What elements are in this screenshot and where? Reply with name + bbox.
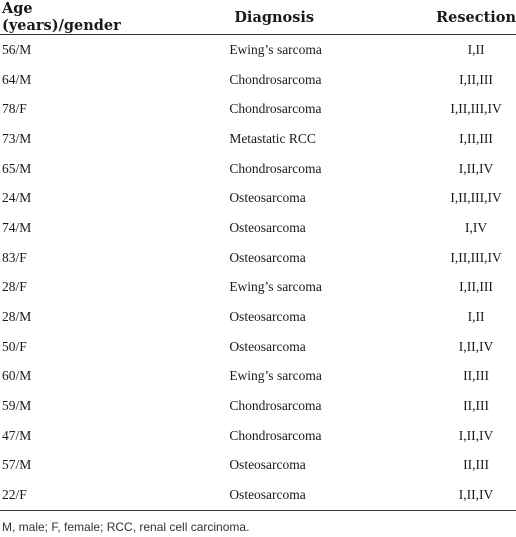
cell-diagnosis: Osteosarcoma	[229, 338, 306, 354]
cell-age-gender: 59/M	[2, 398, 32, 414]
cell-resection: I,II,IV	[382, 480, 516, 510]
cell-age-gender: 65/M	[2, 160, 32, 176]
cell-age-gender: 78/F	[2, 101, 27, 117]
table-row	[0, 332, 516, 362]
cell-age-gender: 22/F	[0, 480, 138, 510]
cell-diagnosis: Chondrosarcoma	[229, 160, 322, 176]
cell-diagnosis: Osteosarcoma	[229, 249, 306, 265]
cell-age-gender: 57/M	[2, 457, 32, 473]
table-footnote: M, male; F, female; RCC, renal cell carcinoma.	[2, 520, 250, 534]
cell-age-gender: 60/M	[2, 368, 32, 384]
cell-age-gender: 74/M	[2, 219, 32, 235]
cell-diagnosis: Chondrosarcoma	[229, 71, 322, 87]
cell-diagnosis: Chondrosarcoma	[229, 427, 322, 443]
cell-diagnosis: Osteosarcoma	[229, 457, 306, 473]
header-row	[0, 0, 516, 35]
cell-age-gender: 28/M	[2, 309, 32, 325]
cell-age-gender: 56/M	[2, 41, 32, 57]
cell-resection: II,III	[463, 368, 489, 384]
table-row	[0, 213, 516, 243]
table-row	[0, 273, 516, 303]
cell-resection: I,II,III	[459, 71, 493, 87]
cell-diagnosis: Ewing’s sarcoma	[229, 41, 322, 57]
table-row	[0, 391, 516, 421]
cell-resection: I,II,III,IV	[450, 249, 502, 265]
cell-resection: I,II,IV	[458, 160, 494, 176]
cell-age-gender: 83/F	[2, 249, 27, 265]
table-row	[0, 302, 516, 332]
table-header	[0, 0, 516, 35]
cell-resection: I,II,IV	[458, 427, 494, 443]
table-row	[0, 183, 516, 213]
cell-diagnosis: Osteosarcoma	[138, 480, 382, 510]
table-row	[0, 480, 516, 510]
cell-resection: I,II,III	[459, 130, 493, 146]
table-row	[0, 124, 516, 154]
table-row	[0, 243, 516, 273]
table-row	[0, 65, 516, 95]
cell-diagnosis: Ewing’s sarcoma	[229, 279, 322, 295]
cell-diagnosis: Metastatic RCC	[229, 130, 316, 146]
cell-diagnosis: Osteosarcoma	[229, 219, 306, 235]
table-body	[0, 35, 516, 511]
cell-age-gender: 24/M	[2, 190, 32, 206]
table-row	[0, 35, 516, 65]
cell-age-gender: 28/F	[2, 279, 27, 295]
table-row	[0, 362, 516, 392]
cell-age-gender: 73/M	[2, 130, 32, 146]
cell-resection: I,II	[467, 309, 485, 325]
cell-age-gender: 64/M	[2, 71, 32, 87]
table-row	[0, 451, 516, 481]
header-resection: Resection	[382, 0, 516, 35]
cell-resection: I,IV	[464, 219, 488, 235]
header-diagnosis: Diagnosis	[138, 0, 382, 35]
cell-resection: I,II	[467, 41, 485, 57]
cell-resection: I,II,III,IV	[450, 190, 502, 206]
cell-resection: I,II,III	[459, 279, 493, 295]
cell-diagnosis: Chondrosarcoma	[229, 398, 322, 414]
cell-resection: II,III	[463, 457, 489, 473]
cell-diagnosis: Osteosarcoma	[229, 309, 306, 325]
cell-resection: I,II,IV	[458, 338, 494, 354]
cell-resection: II,III	[463, 398, 489, 414]
table-row	[0, 421, 516, 451]
table-row	[0, 154, 516, 184]
cell-age-gender: 50/F	[2, 338, 27, 354]
cell-diagnosis: Osteosarcoma	[229, 190, 306, 206]
header-age-gender: Age (years)/gender	[0, 0, 138, 35]
cell-diagnosis: Chondrosarcoma	[229, 101, 322, 117]
table-row	[0, 94, 516, 124]
cell-diagnosis: Ewing’s sarcoma	[229, 368, 322, 384]
cell-resection: I,II,III,IV	[450, 101, 502, 117]
cell-age-gender: 47/M	[2, 427, 32, 443]
